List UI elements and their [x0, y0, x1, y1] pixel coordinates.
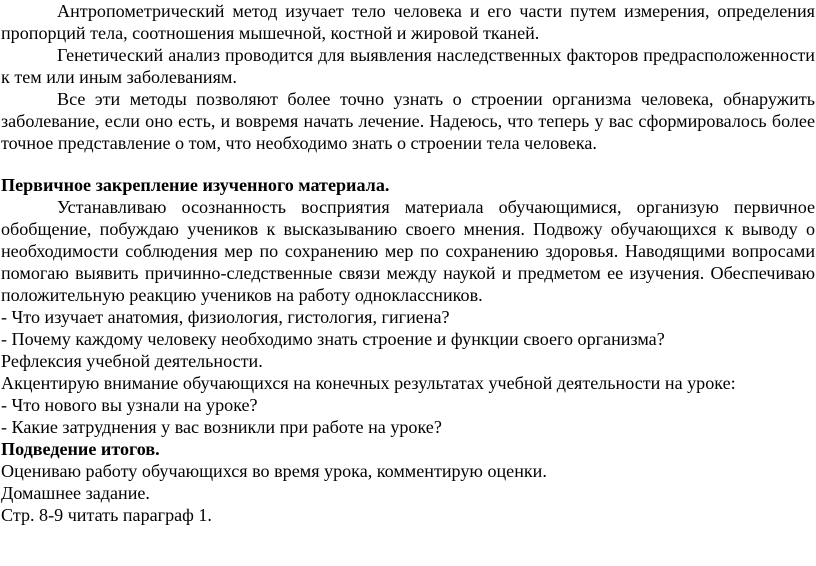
consolidation-line-4: помогаю выявить причинно-следственные связи между наукой и предметом ее изучения. Обеспечиваю	[1, 263, 815, 283]
reflection-question-2: - Какие затруднения у вас возникли при работе на уроке?	[1, 417, 442, 437]
consolidation-line-2: обобщение, побуждаю учеников к высказыванию своего мнения. Подвожу обучающихся к выводу о	[1, 219, 815, 239]
paragraph-methods-line-3: точное представление о том, что необходимо знать о строении тела человека.	[1, 133, 597, 153]
reflection-text: Акцентирую внимание обучающихся на конечных результатах учебной деятельности на уроке:	[1, 373, 736, 393]
consolidation-line-1: Устанавливаю осознанность восприятия материала обучающимися, организую первичное	[57, 197, 815, 217]
summary-heading: Подведение итогов.	[1, 439, 160, 459]
paragraph-anthropometric-line-1: Антропометрический метод изучает тело человека и его части путем измерения, определения	[57, 1, 815, 21]
paragraph-genetic-line-2: к тем или иным заболеваниям.	[1, 67, 237, 87]
homework-text: Стр. 8-9 читать параграф 1.	[1, 505, 212, 525]
paragraph-methods-line-1: Все эти методы позволяют более точно узнать о строении организма человека, обнаружить	[57, 89, 815, 109]
consolidation-line-5: положительную реакцию учеников на работу одноклассников.	[1, 285, 483, 305]
reflection-question-1: - Что нового вы узнали на уроке?	[1, 395, 258, 415]
reflection-heading: Рефлексия учебной деятельности.	[1, 351, 263, 371]
summary-text: Оцениваю работу обучающихся во время урока, комментирую оценки.	[1, 461, 547, 481]
homework-heading: Домашнее задание.	[1, 483, 150, 503]
paragraph-genetic-line-1: Генетический анализ проводится для выявления наследственных факторов предрасположенности	[57, 45, 815, 65]
consolidation-question-2: - Почему каждому человеку необходимо знать строение и функции своего организма?	[1, 329, 665, 349]
paragraph-anthropometric-line-2: пропорций тела, соотношения мышечной, костной и жировой тканей.	[1, 23, 540, 43]
consolidation-question-1: - Что изучает анатомия, физиология, гистология, гигиена?	[1, 307, 450, 327]
paragraph-methods-line-2: заболевание, если оно есть, и вовремя начать лечение. Надеюсь, что теперь у вас сформировалось более	[1, 111, 815, 131]
consolidation-line-3: необходимости соблюдения мер по сохранению мер по сохранению здоровья. Наводящими вопросами	[1, 241, 815, 261]
consolidation-heading: Первичное закрепление изученного материала.	[1, 175, 390, 195]
document-page	[1, 0, 815, 566]
